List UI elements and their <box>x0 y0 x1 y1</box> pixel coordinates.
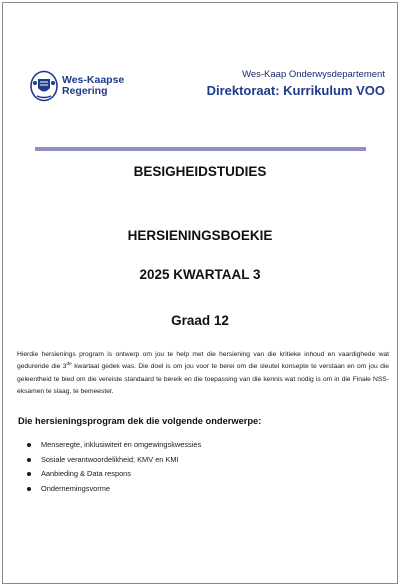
topic-label: Menseregte, inklusiwiteit en omgewingskwessies <box>41 440 202 449</box>
western-cape-government-logo <box>30 69 130 103</box>
logo-text-line2: Regering <box>62 85 108 97</box>
intro-text-part1: Hierdie hersienings program is ontwerp om jou te help met die hersiening van die kritieke inhoud en vaardighede wat gedurende die 3 <box>17 351 389 371</box>
term-title: 2025 KWARTAAL 3 <box>139 267 261 282</box>
intro-superscript: de <box>66 362 72 368</box>
document-page <box>2 2 398 584</box>
bullet-icon <box>27 487 31 491</box>
department-block <box>207 69 385 100</box>
intro-paragraph <box>17 349 389 398</box>
bullet-icon <box>27 443 31 447</box>
topic-label: Ondernemingsvorme <box>41 483 111 493</box>
bullet-icon <box>27 458 31 462</box>
booklet-title: HERSIENINGSBOEKIE <box>127 228 273 243</box>
grade-title: Graad 12 <box>171 313 229 328</box>
directorate-name: Direktoraat: Kurrikulum VOO <box>206 83 385 98</box>
crest-icon <box>30 70 58 102</box>
list-item <box>27 482 201 497</box>
intro-text-part2: kwartaal gedek was. Die doel is om jou voor te berei om die sleutel konsepte te verstaan en om jou die geleentheid te bied om die vereiste standaard te bereik en die toepassing van die kennis wat nodig is om in die Finale NSS-eksamen te slaag, te bemeester. <box>17 363 389 395</box>
header-divider <box>35 147 366 151</box>
department-name: Wes-Kaap Onderwysdepartement <box>242 69 385 80</box>
list-item <box>27 467 201 482</box>
subject-title: BESIGHEIDSTUDIES <box>133 164 267 179</box>
topic-label: Aanbieding & Data respons <box>41 469 131 479</box>
bullet-icon <box>27 472 31 476</box>
list-item <box>27 453 201 468</box>
topics-list <box>27 438 201 496</box>
topic-label: Sosiale verantwoordelikheid; KMV en KMI <box>41 454 179 464</box>
logo-text-line1: Wes-Kaapse <box>62 74 125 86</box>
list-item <box>27 438 201 453</box>
topics-heading: Die hersieningsprogram dek die volgende onderwerpe: <box>18 416 262 426</box>
